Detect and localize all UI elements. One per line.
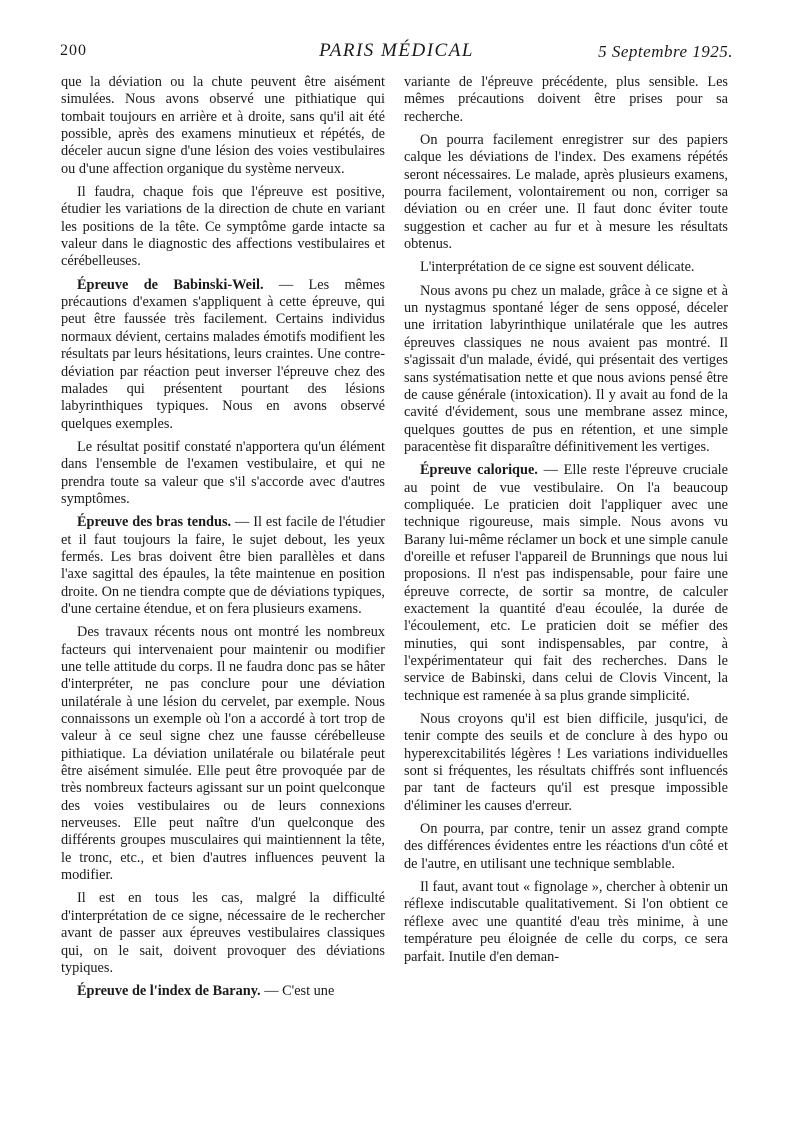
paragraph-index-barany: [61, 983, 385, 1000]
paragraph: que la déviation ou la chute peuvent être aisément simulées. Nous avons observé une pithiatique qui tombait toujours en arrière et à droite, sans qu'il ait été possible, après des examens minutieux et répétés, de déceler aucun signe d'une lésion des voies vestibulaires ou d'une affection organique du système nerveux.: [61, 74, 385, 177]
page-number: 200: [60, 42, 87, 59]
paragraph: variante de l'épreuve précédente, plus sensible. Les mêmes précautions doivent être prises pour sa recherche.: [404, 74, 728, 125]
paragraph: On pourra facilement enregistrer sur des papiers calque les déviations de l'index. Des examens répétés seront nécessaires. Le malade, après plusieurs examens, pourra facilement, volontairement ou non, corriger sa déviation ou en créer une. Il faut donc éviter toute suggestion et cacher au fur et à mesure les résultats obtenus.: [404, 132, 728, 253]
paragraph-text: — C'est une: [260, 983, 335, 1000]
paragraph-calorique: [404, 462, 728, 705]
section-heading: Épreuve calorique.: [420, 462, 538, 479]
paragraph: Le résultat positif constaté n'apportera qu'un élément dans l'ensemble de l'examen vestibulaire, et qui ne prendra toute sa valeur que s'il s'accorde avec d'autres symptômes.: [61, 438, 385, 507]
paragraph: Il faudra, chaque fois que l'épreuve est positive, étudier les variations de la direction de chute en variant les positions de la tête. Ce symptôme garde intacte sa valeur dans le diagnostic des affections vestibulaires et cérébelleuses.: [61, 184, 385, 270]
paragraph-text: — Il est facile de l'étudier et il faut toujours la faire, le sujet debout, les yeux fermés. Les bras doivent être bien parallèles et dans l'axe sagittal des épaules, la tête maintenue en position droite. On ne tiendra compte que de déviations typiques, d'une certaine étendue, et on fera plusieurs examens.: [61, 514, 385, 617]
section-heading: Épreuve de Babinski-Weil.: [77, 276, 264, 293]
paragraph: Il est en tous les cas, malgré la difficulté d'interprétation de ce signe, nécessaire de le rechercher avant de passer aux épreuves vestibulaires classiques qui, on le sait, doivent provoquer des déviations typiques.: [61, 890, 385, 976]
paragraph: On pourra, par contre, tenir un assez grand compte des différences évidentes entre les réactions d'un côté et de l'autre, en utilisant une technique semblable.: [404, 821, 728, 872]
paragraph: Nous croyons qu'il est bien difficile, jusqu'ici, de tenir compte des seuils et de conclure à des hypo ou hyperexcitabilités légères ! Les variations individuelles sont si fréquentes, les résultats chiffrés sont influencés par tant de facteurs qu'il est presque impossible d'éliminer les causes d'erreur.: [404, 711, 728, 814]
journal-title: PARIS MÉDICAL: [319, 40, 474, 61]
right-column: [404, 74, 728, 972]
paragraph-bras-tendus: [61, 514, 385, 618]
paragraph: Des travaux récents nous ont montré les nombreux facteurs qui intervenaient pour maintenir ou modifier une telle attitude du corps. Il ne faudra donc pas se hâter d'interpréter, ne pas conclure pour une déviation unilatérale à une lésion du cervelet, par exemple. Nous connaissons un exemple où l'on a accordé à tort trop de valeur à ce seul signe chez une fausse cérébelleuse pithiatique. La déviation unilatérale ou bilatérale peut être aisément simulée. Elle peut être provoquée par de très nombreux facteurs agissant sur un point quelconque des voies vestibulaires ou de leurs connexions nerveuses. Elle peut naître d'un quelconque des différents groupes musculaires qui maintiennent la tête, le tronc, etc., et bien d'autres influences peuvent la modifier.: [61, 624, 385, 884]
section-heading: Épreuve des bras tendus.: [77, 514, 232, 531]
paragraph-text: — Les mêmes précautions d'examen s'appliquent à cette épreuve, qui peut être faussée très facilement. Certains individus normaux dévient, certains malades émotifs modifient les résultats par leurs hésitations, leurs craintes. Une contre-déviation par réaction peut inverser l'épreuve chez des malades qui présentent pourtant des lésions labyrinthiques typiques. Nous en avons observé quelques exemples.: [61, 276, 385, 432]
paragraph-babinski-weil: [61, 277, 385, 433]
section-heading: Épreuve de l'index de Barany.: [77, 983, 261, 1000]
running-header: [60, 40, 733, 66]
left-column: [61, 74, 385, 1007]
paragraph: Nous avons pu chez un malade, grâce à ce signe et à un nystagmus spontané léger de sens opposé, déceler une irritation labyrinthique unilatérale que les autres épreuves classiques ne nous avaient pas montré. Il s'agissait d'un malade, évidé, qui présentait des vertiges sans systématisation nette et que nous avions pensé être de cause générale (intoxication). Il y avait au fond de la cavité d'évidement, sous une membrane assez mince, quelques gouttes de pus en rétention, et une simple paracentèse fit disparaître définitivement les vertiges.: [404, 282, 728, 455]
paragraph: Il faut, avant tout « fignolage », chercher à obtenir un réflexe indiscutable qualitativement. Si l'on obtient ce réflexe avec une quantité d'eau très minime, à une température peu éloignée de celle du corps, ce sera parfait. Inutile d'en deman-: [404, 879, 728, 965]
paragraph: L'interprétation de ce signe est souvent délicate.: [420, 259, 695, 276]
issue-date: 5 Septembre 1925.: [598, 42, 733, 61]
paragraph-text: — Elle reste l'épreuve cruciale au point de vue vestibulaire. On l'a beaucoup compliquée. Le praticien doit l'appliquer avec une technique rigoureuse, mais simple. Nous avons vu Barany lui-même réclamer un bock et une simple canule d'oreille et refuser l'appareil de Brunnings que nous lui proposions. Il n'est pas indispensable, pour faire une épreuve correcte, de sortir sa montre, de calculer exactement la quantité d'eau écoulée, la durée de l'écoulement, etc. Le praticien doit se méfier des minuties, qui sont indispensables, par contre, à l'expérimentateur qui fait des recherches. Dans le service de Babinski, dans celui de Clovis Vincent, la technique est ramenée à sa plus grande simplicité.: [404, 462, 728, 704]
